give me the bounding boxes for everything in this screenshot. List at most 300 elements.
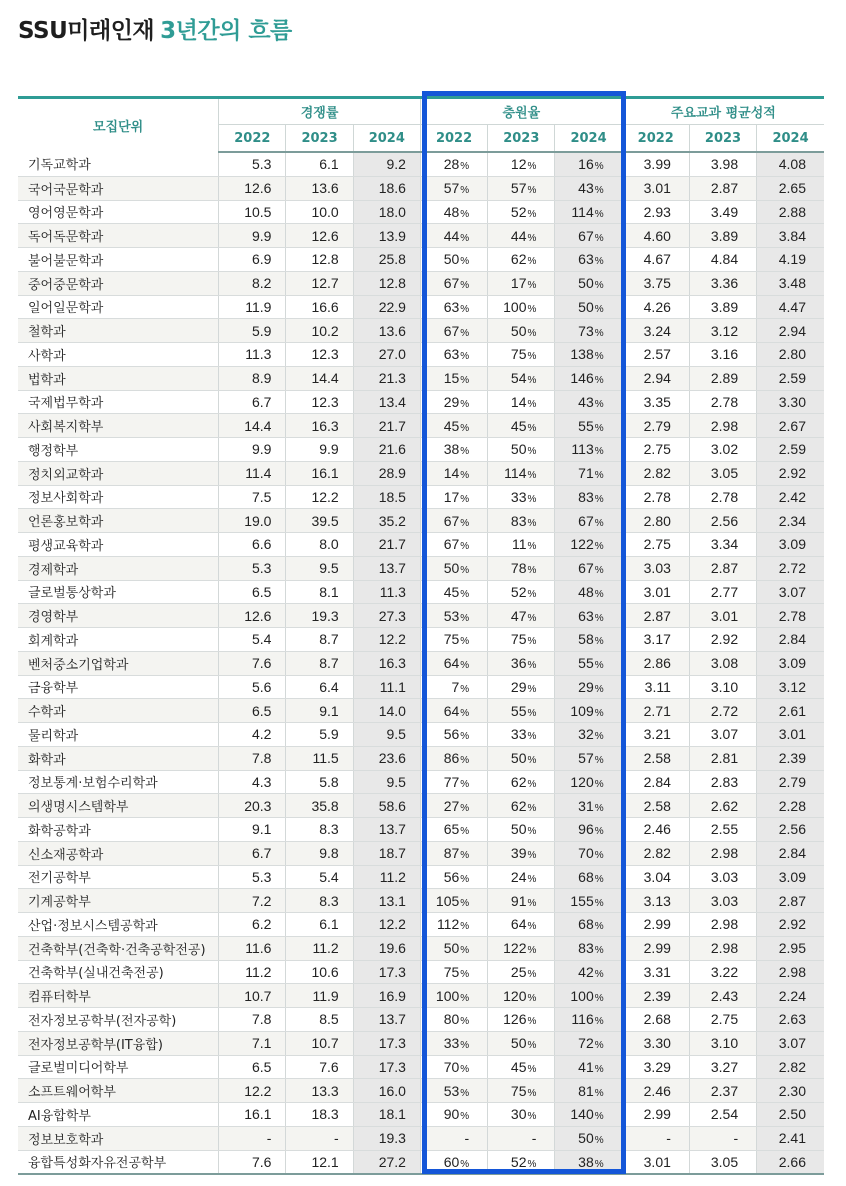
competition-cell: 4.2 bbox=[219, 723, 286, 747]
unit-name: 컴퓨터학부 bbox=[18, 984, 219, 1008]
grade-cell: 2.87 bbox=[757, 889, 824, 913]
fill-rate-cell: 100% bbox=[555, 984, 622, 1008]
table-row bbox=[18, 271, 824, 295]
grade-cell: 2.58 bbox=[622, 794, 689, 818]
fill-rate-cell: 100% bbox=[420, 984, 487, 1008]
grade-cell: 2.99 bbox=[622, 913, 689, 937]
fill-rate-cell: 39% bbox=[488, 841, 555, 865]
table-row bbox=[18, 1055, 824, 1079]
grade-cell: 2.80 bbox=[757, 343, 824, 367]
grade-cell: 2.93 bbox=[622, 200, 689, 224]
grade-cell: 3.11 bbox=[622, 675, 689, 699]
grade-cell: 3.03 bbox=[689, 865, 756, 889]
grade-cell: 3.75 bbox=[622, 271, 689, 295]
header-year: 2024 bbox=[555, 125, 622, 153]
grade-cell: 2.28 bbox=[757, 794, 824, 818]
grade-cell: 3.49 bbox=[689, 200, 756, 224]
fill-rate-cell: 58% bbox=[555, 628, 622, 652]
competition-cell: - bbox=[219, 1126, 286, 1150]
competition-cell: 35.8 bbox=[286, 794, 353, 818]
fill-rate-cell: 96% bbox=[555, 818, 622, 842]
grade-cell: 3.08 bbox=[689, 651, 756, 675]
unit-name: 국어국문학과 bbox=[18, 176, 219, 200]
grade-cell: 3.07 bbox=[689, 723, 756, 747]
unit-name: 전기공학부 bbox=[18, 865, 219, 889]
fill-rate-cell: 53% bbox=[420, 1079, 487, 1103]
competition-cell: 13.6 bbox=[286, 176, 353, 200]
competition-cell: 8.7 bbox=[286, 651, 353, 675]
competition-cell: 12.6 bbox=[219, 604, 286, 628]
table-row bbox=[18, 913, 824, 937]
unit-name: 사학과 bbox=[18, 343, 219, 367]
fill-rate-cell: 67% bbox=[555, 556, 622, 580]
grade-cell: 3.89 bbox=[689, 295, 756, 319]
table-row bbox=[18, 343, 824, 367]
fill-rate-cell: 42% bbox=[555, 960, 622, 984]
competition-cell: 8.0 bbox=[286, 533, 353, 557]
fill-rate-cell: 31% bbox=[555, 794, 622, 818]
table-row bbox=[18, 200, 824, 224]
competition-cell: 11.2 bbox=[353, 865, 420, 889]
competition-cell: 23.6 bbox=[353, 746, 420, 770]
grade-cell: 2.78 bbox=[689, 390, 756, 414]
grade-cell: 2.98 bbox=[689, 414, 756, 438]
competition-cell: 13.7 bbox=[353, 1008, 420, 1032]
competition-cell: 11.1 bbox=[353, 675, 420, 699]
fill-rate-cell: 50% bbox=[488, 438, 555, 462]
competition-cell: 16.3 bbox=[286, 414, 353, 438]
grade-cell: 3.22 bbox=[689, 960, 756, 984]
grade-cell: 2.75 bbox=[689, 1008, 756, 1032]
competition-cell: 7.6 bbox=[219, 1150, 286, 1174]
grade-cell: 3.07 bbox=[757, 580, 824, 604]
fill-rate-cell: 50% bbox=[488, 319, 555, 343]
table-row bbox=[18, 1103, 824, 1127]
unit-name: 철학과 bbox=[18, 319, 219, 343]
page-title bbox=[18, 12, 292, 45]
competition-cell: 11.6 bbox=[219, 936, 286, 960]
competition-cell: 13.3 bbox=[286, 1079, 353, 1103]
table-row bbox=[18, 1079, 824, 1103]
competition-cell: 5.6 bbox=[219, 675, 286, 699]
unit-name: 정보사회학과 bbox=[18, 485, 219, 509]
grade-cell: 3.30 bbox=[622, 1031, 689, 1055]
grade-cell: 2.58 bbox=[622, 746, 689, 770]
competition-cell: 19.6 bbox=[353, 936, 420, 960]
fill-rate-cell: - bbox=[420, 1126, 487, 1150]
grade-cell: 2.72 bbox=[757, 556, 824, 580]
table-row bbox=[18, 723, 824, 747]
fill-rate-cell: 41% bbox=[555, 1055, 622, 1079]
grade-cell: 3.31 bbox=[622, 960, 689, 984]
table-row bbox=[18, 841, 824, 865]
unit-name: 사회복지학부 bbox=[18, 414, 219, 438]
header-year: 2022 bbox=[420, 125, 487, 153]
fill-rate-cell: 138% bbox=[555, 343, 622, 367]
competition-cell: 5.3 bbox=[219, 152, 286, 176]
fill-rate-cell: 17% bbox=[420, 485, 487, 509]
competition-cell: 27.2 bbox=[353, 1150, 420, 1174]
table-row bbox=[18, 746, 824, 770]
page-title-accent: 3년간의 흐름 bbox=[160, 18, 292, 44]
fill-rate-cell: 33% bbox=[488, 723, 555, 747]
fill-rate-cell: 67% bbox=[555, 509, 622, 533]
fill-rate-cell: 45% bbox=[488, 414, 555, 438]
grade-cell: 2.79 bbox=[622, 414, 689, 438]
competition-cell: 12.6 bbox=[286, 224, 353, 248]
competition-cell: 12.8 bbox=[353, 271, 420, 295]
grade-cell: 3.02 bbox=[689, 438, 756, 462]
fill-rate-cell: 29% bbox=[555, 675, 622, 699]
unit-name: 의생명시스템학부 bbox=[18, 794, 219, 818]
grade-cell: 2.95 bbox=[757, 936, 824, 960]
table-row bbox=[18, 651, 824, 675]
fill-rate-cell: 64% bbox=[420, 699, 487, 723]
unit-name: 글로벌미디어학부 bbox=[18, 1055, 219, 1079]
fill-rate-cell: 52% bbox=[488, 580, 555, 604]
competition-cell: 11.4 bbox=[219, 461, 286, 485]
fill-rate-cell: 56% bbox=[420, 865, 487, 889]
grade-cell: 3.01 bbox=[622, 580, 689, 604]
table-row bbox=[18, 1126, 824, 1150]
competition-cell: 6.5 bbox=[219, 580, 286, 604]
competition-cell: 12.3 bbox=[286, 343, 353, 367]
competition-cell: 16.1 bbox=[286, 461, 353, 485]
fill-rate-cell: 44% bbox=[488, 224, 555, 248]
grade-cell: 3.89 bbox=[689, 224, 756, 248]
grade-cell: 2.67 bbox=[757, 414, 824, 438]
grade-cell: 4.26 bbox=[622, 295, 689, 319]
fill-rate-cell: 77% bbox=[420, 770, 487, 794]
grade-cell: 3.10 bbox=[689, 675, 756, 699]
fill-rate-cell: 75% bbox=[420, 628, 487, 652]
unit-name: 융합특성화자유전공학부 bbox=[18, 1150, 219, 1174]
fill-rate-cell: 87% bbox=[420, 841, 487, 865]
table-row bbox=[18, 628, 824, 652]
grade-cell: 3.30 bbox=[757, 390, 824, 414]
competition-cell: 13.7 bbox=[353, 556, 420, 580]
unit-name: 기독교학과 bbox=[18, 152, 219, 176]
grade-cell: 2.75 bbox=[622, 438, 689, 462]
grade-cell: 2.80 bbox=[622, 509, 689, 533]
table-row bbox=[18, 485, 824, 509]
unit-name: 물리학과 bbox=[18, 723, 219, 747]
grade-cell: 2.72 bbox=[689, 699, 756, 723]
competition-cell: 9.1 bbox=[286, 699, 353, 723]
table-row bbox=[18, 152, 824, 176]
fill-rate-cell: 64% bbox=[488, 913, 555, 937]
grade-cell: 2.75 bbox=[622, 533, 689, 557]
fill-rate-cell: 55% bbox=[488, 699, 555, 723]
unit-name: 기계공학부 bbox=[18, 889, 219, 913]
grade-cell: 3.29 bbox=[622, 1055, 689, 1079]
fill-rate-cell: 55% bbox=[555, 651, 622, 675]
unit-name: 경영학부 bbox=[18, 604, 219, 628]
fill-rate-cell: 140% bbox=[555, 1103, 622, 1127]
competition-cell: 27.0 bbox=[353, 343, 420, 367]
competition-cell: 27.3 bbox=[353, 604, 420, 628]
grade-cell: 2.77 bbox=[689, 580, 756, 604]
fill-rate-cell: 29% bbox=[420, 390, 487, 414]
competition-cell: 6.6 bbox=[219, 533, 286, 557]
unit-name: 소프트웨어학부 bbox=[18, 1079, 219, 1103]
competition-cell: 18.7 bbox=[353, 841, 420, 865]
grade-cell: 2.84 bbox=[757, 841, 824, 865]
competition-cell: 9.2 bbox=[353, 152, 420, 176]
grade-cell: 2.92 bbox=[689, 628, 756, 652]
grade-cell: 3.10 bbox=[689, 1031, 756, 1055]
grade-cell: 2.65 bbox=[757, 176, 824, 200]
competition-cell: 10.6 bbox=[286, 960, 353, 984]
grade-cell: 3.01 bbox=[689, 604, 756, 628]
competition-cell: 18.1 bbox=[353, 1103, 420, 1127]
fill-rate-cell: 75% bbox=[488, 343, 555, 367]
competition-cell: 17.3 bbox=[353, 1055, 420, 1079]
competition-cell: 9.8 bbox=[286, 841, 353, 865]
grade-cell: 2.66 bbox=[757, 1150, 824, 1174]
competition-cell: 11.9 bbox=[286, 984, 353, 1008]
fill-rate-cell: 54% bbox=[488, 366, 555, 390]
competition-cell: 11.5 bbox=[286, 746, 353, 770]
fill-rate-cell: 50% bbox=[488, 1031, 555, 1055]
competition-cell: 12.6 bbox=[219, 176, 286, 200]
competition-cell: 21.6 bbox=[353, 438, 420, 462]
fill-rate-cell: 146% bbox=[555, 366, 622, 390]
fill-rate-cell: 114% bbox=[488, 461, 555, 485]
fill-rate-cell: 81% bbox=[555, 1079, 622, 1103]
fill-rate-cell: 75% bbox=[488, 628, 555, 652]
fill-rate-cell: 68% bbox=[555, 913, 622, 937]
fill-rate-cell: 116% bbox=[555, 1008, 622, 1032]
fill-rate-cell: 57% bbox=[555, 746, 622, 770]
grade-cell: 2.43 bbox=[689, 984, 756, 1008]
fill-rate-cell: 73% bbox=[555, 319, 622, 343]
unit-name: 전자정보공학부(IT융합) bbox=[18, 1031, 219, 1055]
competition-cell: 12.8 bbox=[286, 248, 353, 272]
grade-cell: 4.47 bbox=[757, 295, 824, 319]
competition-cell: 7.1 bbox=[219, 1031, 286, 1055]
competition-cell: 8.3 bbox=[286, 818, 353, 842]
grade-cell: 2.37 bbox=[689, 1079, 756, 1103]
grade-cell: 3.24 bbox=[622, 319, 689, 343]
table-row bbox=[18, 889, 824, 913]
unit-name: 독어독문학과 bbox=[18, 224, 219, 248]
fill-rate-cell: 112% bbox=[420, 913, 487, 937]
competition-cell: 16.0 bbox=[353, 1079, 420, 1103]
fill-rate-cell: 56% bbox=[420, 723, 487, 747]
fill-rate-cell: 113% bbox=[555, 438, 622, 462]
competition-cell: 13.7 bbox=[353, 818, 420, 842]
fill-rate-cell: 75% bbox=[488, 1079, 555, 1103]
grade-cell: 4.60 bbox=[622, 224, 689, 248]
competition-cell: 22.9 bbox=[353, 295, 420, 319]
competition-cell: 5.8 bbox=[286, 770, 353, 794]
fill-rate-cell: 67% bbox=[420, 533, 487, 557]
competition-cell: 11.3 bbox=[353, 580, 420, 604]
fill-rate-cell: 17% bbox=[488, 271, 555, 295]
fill-rate-cell: 62% bbox=[488, 794, 555, 818]
competition-cell: 20.3 bbox=[219, 794, 286, 818]
grade-cell: 3.99 bbox=[622, 152, 689, 176]
fill-rate-cell: 70% bbox=[555, 841, 622, 865]
competition-cell: 6.1 bbox=[286, 152, 353, 176]
competition-cell: 18.5 bbox=[353, 485, 420, 509]
fill-rate-cell: 52% bbox=[488, 200, 555, 224]
grade-cell: 2.46 bbox=[622, 1079, 689, 1103]
competition-cell: 5.4 bbox=[286, 865, 353, 889]
table-row bbox=[18, 699, 824, 723]
header-year: 2023 bbox=[286, 125, 353, 153]
competition-cell: 13.9 bbox=[353, 224, 420, 248]
fill-rate-cell: 68% bbox=[555, 865, 622, 889]
admissions-table bbox=[18, 96, 824, 1175]
fill-rate-cell: 83% bbox=[555, 936, 622, 960]
competition-cell: 14.0 bbox=[353, 699, 420, 723]
grade-cell: 2.39 bbox=[622, 984, 689, 1008]
competition-cell: 18.3 bbox=[286, 1103, 353, 1127]
grade-cell: 2.99 bbox=[622, 936, 689, 960]
fill-rate-cell: 86% bbox=[420, 746, 487, 770]
fill-rate-cell: 50% bbox=[555, 295, 622, 319]
grade-cell: 2.59 bbox=[757, 438, 824, 462]
fill-rate-cell: 80% bbox=[420, 1008, 487, 1032]
unit-name: 정보통계·보험수리학과 bbox=[18, 770, 219, 794]
unit-name: 신소재공학과 bbox=[18, 841, 219, 865]
competition-cell: 16.6 bbox=[286, 295, 353, 319]
unit-name: 행정학부 bbox=[18, 438, 219, 462]
table-row bbox=[18, 604, 824, 628]
unit-name: 정치외교학과 bbox=[18, 461, 219, 485]
fill-rate-cell: 109% bbox=[555, 699, 622, 723]
unit-name: 법학과 bbox=[18, 366, 219, 390]
grade-cell: 4.84 bbox=[689, 248, 756, 272]
competition-cell: 9.1 bbox=[219, 818, 286, 842]
grade-cell: 2.89 bbox=[689, 366, 756, 390]
competition-cell: 21.7 bbox=[353, 414, 420, 438]
header-competition: 경쟁률 bbox=[219, 98, 421, 125]
grade-cell: 2.82 bbox=[622, 461, 689, 485]
competition-cell: 6.4 bbox=[286, 675, 353, 699]
unit-name: 일어일문학과 bbox=[18, 295, 219, 319]
table-row bbox=[18, 556, 824, 580]
competition-cell: 8.1 bbox=[286, 580, 353, 604]
fill-rate-cell: 122% bbox=[488, 936, 555, 960]
competition-cell: 13.6 bbox=[353, 319, 420, 343]
header-unit: 모집단위 bbox=[18, 98, 219, 153]
grade-cell: 3.03 bbox=[689, 889, 756, 913]
header-year: 2023 bbox=[689, 125, 756, 153]
grade-cell: 3.48 bbox=[757, 271, 824, 295]
fill-rate-cell: 50% bbox=[555, 1126, 622, 1150]
grade-cell: - bbox=[622, 1126, 689, 1150]
unit-name: 금융학부 bbox=[18, 675, 219, 699]
competition-cell: 19.3 bbox=[286, 604, 353, 628]
header-year: 2024 bbox=[757, 125, 824, 153]
fill-rate-cell: 90% bbox=[420, 1103, 487, 1127]
fill-rate-cell: 67% bbox=[555, 224, 622, 248]
grade-cell: 3.98 bbox=[689, 152, 756, 176]
competition-cell: 13.4 bbox=[353, 390, 420, 414]
grade-cell: 2.41 bbox=[757, 1126, 824, 1150]
grade-cell: 2.62 bbox=[689, 794, 756, 818]
fill-rate-cell: 67% bbox=[420, 509, 487, 533]
competition-cell: 10.2 bbox=[286, 319, 353, 343]
grade-cell: 2.63 bbox=[757, 1008, 824, 1032]
competition-cell: 25.8 bbox=[353, 248, 420, 272]
fill-rate-cell: 72% bbox=[555, 1031, 622, 1055]
unit-name: 화학공학과 bbox=[18, 818, 219, 842]
competition-cell: 21.7 bbox=[353, 533, 420, 557]
competition-cell: - bbox=[286, 1126, 353, 1150]
fill-rate-cell: 114% bbox=[555, 200, 622, 224]
grade-cell: 2.79 bbox=[757, 770, 824, 794]
competition-cell: 9.9 bbox=[219, 224, 286, 248]
grade-cell: 3.01 bbox=[622, 176, 689, 200]
fill-rate-cell: 16% bbox=[555, 152, 622, 176]
competition-cell: 58.6 bbox=[353, 794, 420, 818]
table-row bbox=[18, 176, 824, 200]
grade-cell: 2.61 bbox=[757, 699, 824, 723]
table-row bbox=[18, 770, 824, 794]
fill-rate-cell: 30% bbox=[488, 1103, 555, 1127]
fill-rate-cell: 38% bbox=[420, 438, 487, 462]
grade-cell: 2.34 bbox=[757, 509, 824, 533]
table-row bbox=[18, 438, 824, 462]
fill-rate-cell: 62% bbox=[488, 770, 555, 794]
fill-rate-cell: 44% bbox=[420, 224, 487, 248]
grade-cell: 2.98 bbox=[757, 960, 824, 984]
fill-rate-cell: 48% bbox=[555, 580, 622, 604]
table-row bbox=[18, 580, 824, 604]
competition-cell: 10.7 bbox=[219, 984, 286, 1008]
grade-cell: 2.87 bbox=[689, 556, 756, 580]
unit-name: 경제학과 bbox=[18, 556, 219, 580]
grade-cell: 3.09 bbox=[757, 865, 824, 889]
table-row bbox=[18, 1008, 824, 1032]
grade-cell: 3.09 bbox=[757, 651, 824, 675]
table-row bbox=[18, 1150, 824, 1174]
fill-rate-cell: 57% bbox=[420, 176, 487, 200]
unit-name: 언론홍보학과 bbox=[18, 509, 219, 533]
fill-rate-cell: 63% bbox=[420, 343, 487, 367]
fill-rate-cell: 43% bbox=[555, 390, 622, 414]
competition-cell: 7.8 bbox=[219, 1008, 286, 1032]
grade-cell: 2.83 bbox=[689, 770, 756, 794]
competition-cell: 7.5 bbox=[219, 485, 286, 509]
table-row bbox=[18, 461, 824, 485]
fill-rate-cell: 60% bbox=[420, 1150, 487, 1174]
fill-rate-cell: 32% bbox=[555, 723, 622, 747]
fill-rate-cell: 50% bbox=[488, 746, 555, 770]
fill-rate-cell: 43% bbox=[555, 176, 622, 200]
unit-name: 전자정보공학부(전자공학) bbox=[18, 1008, 219, 1032]
competition-cell: 11.2 bbox=[286, 936, 353, 960]
fill-rate-cell: 67% bbox=[420, 319, 487, 343]
fill-rate-cell: 50% bbox=[420, 936, 487, 960]
grade-cell: 3.27 bbox=[689, 1055, 756, 1079]
grade-cell: 3.21 bbox=[622, 723, 689, 747]
grade-cell: 2.94 bbox=[757, 319, 824, 343]
competition-cell: 7.2 bbox=[219, 889, 286, 913]
grade-cell: 2.82 bbox=[757, 1055, 824, 1079]
grade-cell: 3.09 bbox=[757, 533, 824, 557]
fill-rate-cell: 122% bbox=[555, 533, 622, 557]
fill-rate-cell: 63% bbox=[420, 295, 487, 319]
grade-cell: 2.56 bbox=[689, 509, 756, 533]
fill-rate-cell: 33% bbox=[488, 485, 555, 509]
fill-rate-cell: 57% bbox=[488, 176, 555, 200]
grade-cell: 2.94 bbox=[622, 366, 689, 390]
